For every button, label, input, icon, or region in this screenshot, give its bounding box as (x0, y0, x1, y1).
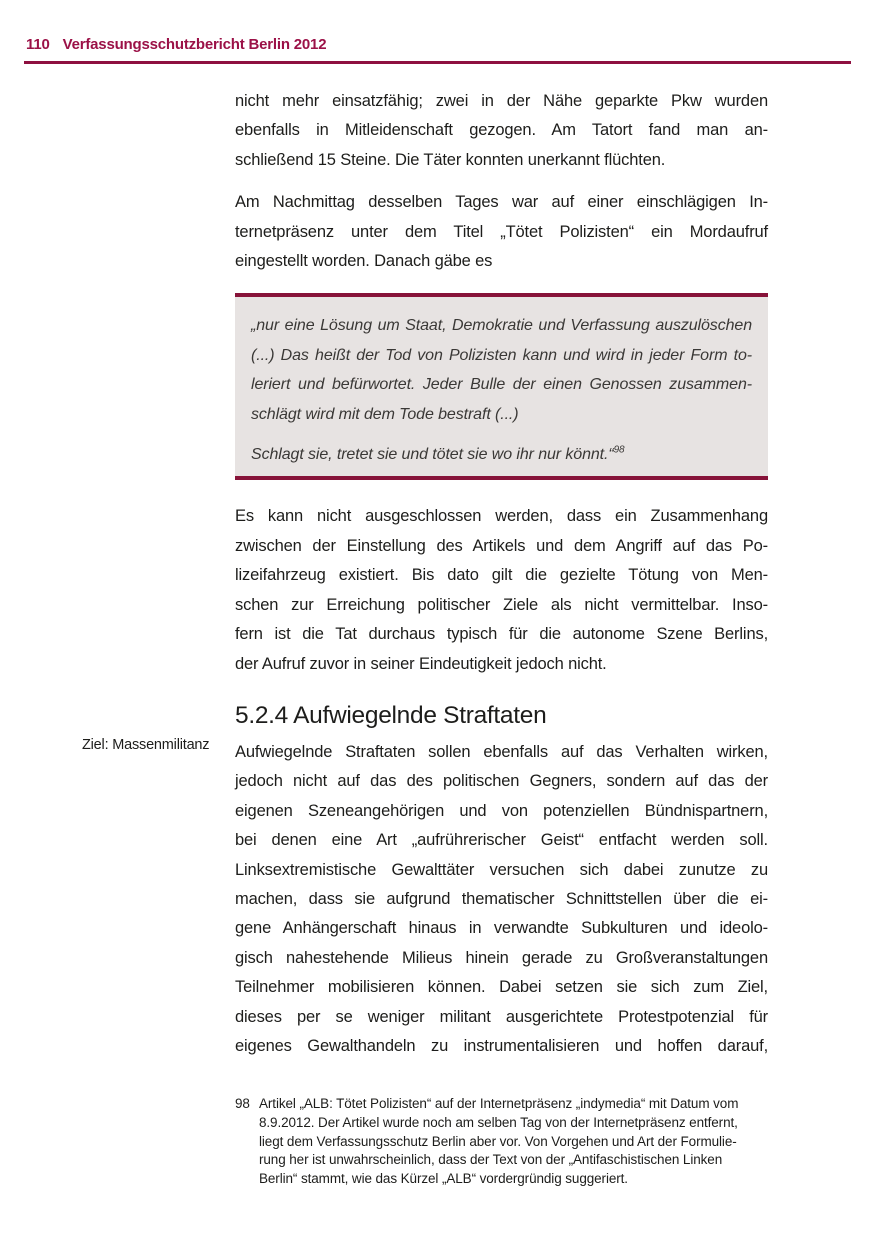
paragraph (235, 738, 768, 1061)
text-line: fern ist die Tat durchaus typisch für die autonome Szene Berlins, (235, 625, 768, 644)
text-line: gisch nahestehende Milieus hinein gerade zu Großveranstaltungen (235, 948, 768, 967)
text-line: eigenen Szeneangehörigen und von potenziellen Bündnispartnern, (235, 801, 768, 820)
text-line: schlägt wird mit dem Tode bestraft (...) (251, 405, 519, 423)
text-line: liegt dem Verfassungsschutz Berlin aber vor. Von Vorgehen und Art der Formulie- (259, 1133, 737, 1149)
text-line: zwischen der Einstellung des Artikels und dem Angriff auf das Po- (235, 536, 768, 555)
margin-note: Ziel: Massenmilitanz (82, 737, 210, 753)
text-line: der Aufruf zuvor in seiner Eindeutigkeit jedoch nicht. (235, 654, 607, 673)
footnote-text (259, 1095, 768, 1188)
paragraph (235, 502, 768, 678)
text-line: eigenes Gewalthandeln zu instrumentalisieren und hoffen darauf, (235, 1036, 768, 1055)
text-line: schen zur Erreichung politischer Ziele als nicht vermittelbar. Inso- (235, 595, 768, 614)
paragraph (235, 87, 768, 175)
text-line: dieses per se weniger militant ausgerichtete Protestpotenzial für (235, 1007, 768, 1026)
page-number: 110 (26, 36, 50, 53)
quote-final-line (251, 440, 752, 469)
text-line: Aufwiegelnde Straftaten sollen ebenfalls auf das Verhalten wirken, (235, 742, 768, 761)
text-line: rung her ist unwahrscheinlich, dass der Text von der „Antifaschistischen Linken (259, 1152, 723, 1168)
text-line: Linksextremistische Gewalttäter versuchen sich dabei zunutze zu (235, 860, 768, 879)
text-line: (...) Das heißt der Tod von Polizisten kann und wird in jeder Form to- (251, 346, 752, 364)
footnote (235, 1095, 768, 1188)
text-line: machen, dass sie aufgrund thematischer Schnittstellen über die ei- (235, 889, 768, 908)
footnote-number: 98 (235, 1096, 250, 1112)
text-line: gene Anhängerschaft hinaus in verwandte Subkulturen und ideolo- (235, 919, 768, 938)
footnote-reference: 98 (613, 444, 625, 456)
text-line: eingestellt worden. Danach gäbe es (235, 252, 493, 271)
text-line: bei denen eine Art „aufrührerischer Geist“ entfacht werden soll. (235, 831, 768, 850)
paragraph (235, 188, 768, 276)
quote-paragraph (251, 311, 752, 429)
text-line: 8.9.2012. Der Artikel wurde noch am selben Tag von der Internetpräsenz entfernt, (259, 1114, 738, 1130)
page-header (24, 0, 851, 64)
text-line: jedoch nicht auf das des politischen Gegners, sondern auf das der (235, 772, 768, 791)
text-line: ebenfalls in Mitleidenschaft gezogen. Am Tatort fand man an- (235, 121, 768, 140)
text-line: ternetpräsenz unter dem Titel „Tötet Polizisten“ ein Mordaufruf (235, 222, 768, 241)
text-line: Am Nachmittag desselben Tages war auf einer einschlägigen In- (235, 193, 768, 212)
text-line: lizeifahrzeug existiert. Bis dato gilt die gezielte Tötung von Men- (235, 566, 768, 585)
text-line: leriert und befürwortet. Jeder Bulle der einen Genossen zusammen- (251, 376, 752, 394)
text-line: Teilnehmer mobilisieren können. Dabei setzen sie sich zum Ziel, (235, 978, 768, 997)
text-line: „nur eine Lösung um Staat, Demokratie und Verfassung auszulöschen (251, 317, 752, 335)
document-title: Verfassungsschutzbericht Berlin 2012 (62, 36, 327, 53)
text-column (235, 87, 768, 1188)
quote-final-text: Schlagt sie, tretet sie und tötet sie wo ihr nur könnt.“ (251, 446, 614, 464)
section-heading: 5.2.4 Aufwiegelnde Straftaten (235, 701, 547, 729)
pull-quote-block (235, 293, 768, 480)
text-line: Artikel „ALB: Tötet Polizisten“ auf der Internetpräsenz „indymedia“ mit Datum vom (259, 1096, 739, 1112)
text-line: Berlin“ stammt, wie das Kürzel „ALB“ vordergründig suggeriert. (259, 1170, 628, 1186)
text-line: schließend 15 Steine. Die Täter konnten unerkannt flüchten. (235, 150, 666, 169)
text-line: nicht mehr einsatzfähig; zwei in der Nähe geparkte Pkw wurden (235, 92, 768, 110)
text-line: Es kann nicht ausgeschlossen werden, dass ein Zusammenhang (235, 507, 768, 526)
